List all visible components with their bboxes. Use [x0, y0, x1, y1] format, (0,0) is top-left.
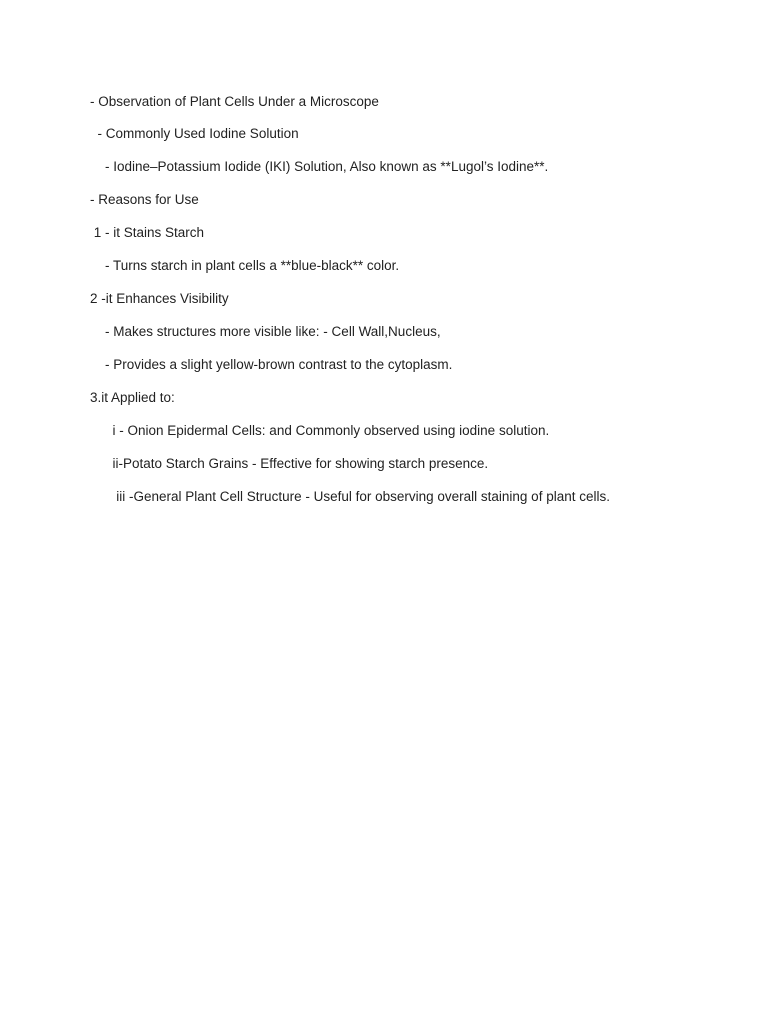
heading-reasons-for-use: - Reasons for Use [90, 192, 199, 207]
text-visible-structures: - Makes structures more visible like: - Cell Wall,Nucleus, [90, 324, 441, 339]
reason-2-enhances-visibility: 2 -it Enhances Visibility [90, 291, 229, 306]
text-blue-black-color: - Turns starch in plant cells a **blue-black** color. [90, 258, 400, 273]
reason-1-stains-starch: 1 - it Stains Starch [90, 225, 205, 240]
reason-3-applied-to: 3.it Applied to: [90, 390, 175, 405]
item-potato-starch-grains: ii-Potato Starch Grains - Effective for showing starch presence. [90, 456, 489, 471]
heading-observation: - Observation of Plant Cells Under a Microscope [90, 94, 379, 109]
subheading-iodine-solution: - Commonly Used Iodine Solution [90, 126, 299, 141]
text-lugols-iodine: - Iodine–Potassium Iodide (IKI) Solution, Also known as **Lugol’s Iodine**. [90, 159, 549, 174]
text-yellow-brown-contrast: - Provides a slight yellow-brown contrast to the cytoplasm. [90, 357, 453, 372]
item-general-plant-cell-structure: iii -General Plant Cell Structure - Useful for observing overall staining of plant cells. [90, 489, 610, 504]
item-onion-epidermal-cells: i - Onion Epidermal Cells: and Commonly observed using iodine solution. [90, 423, 550, 438]
